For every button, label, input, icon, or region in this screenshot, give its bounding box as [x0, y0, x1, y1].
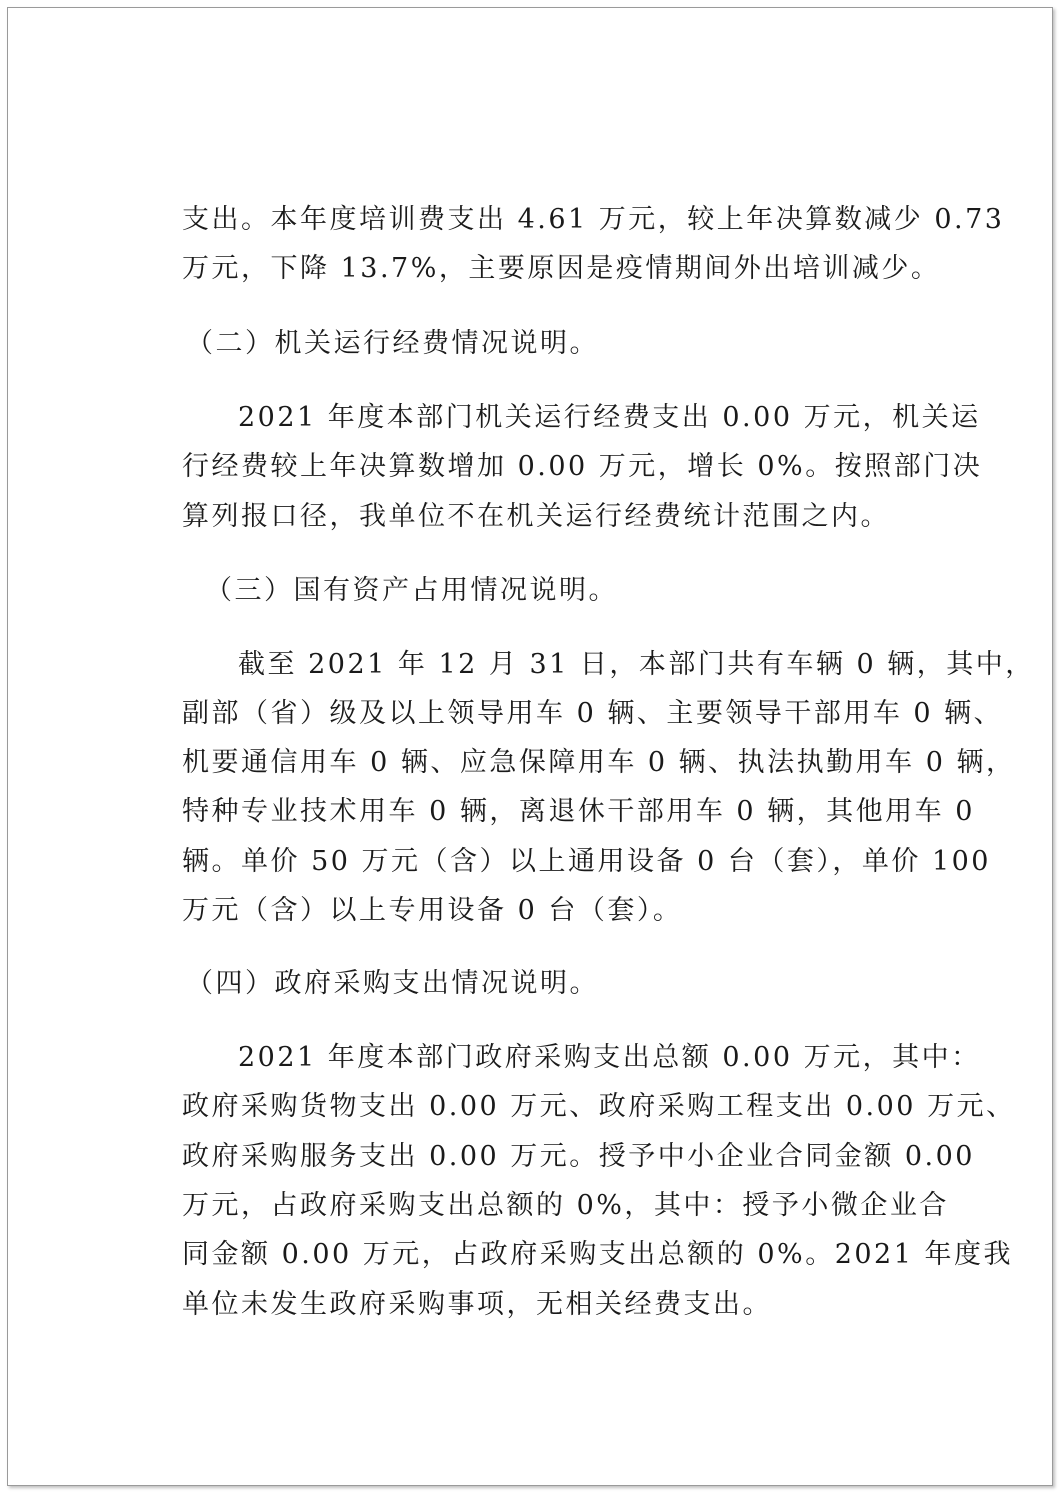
- paragraph-line: 2021 年度本部门政府采购支出总额 0.00 万元，其中：: [238, 1042, 981, 1073]
- paragraph-line: 行经费较上年决算数增加 0.00 万元，增长 0%。按照部门决: [182, 451, 983, 482]
- paragraph-line: 副部（省）级及以上领导用车 0 辆、主要领导干部用车 0 辆、: [182, 698, 1004, 729]
- paragraph-line: 单位未发生政府采购事项，无相关经费支出。: [182, 1289, 772, 1320]
- paragraph-line: 同金额 0.00 万元，占政府采购支出总额的 0%。2021 年度我: [182, 1239, 1013, 1270]
- paragraph-line: 政府采购货物支出 0.00 万元、政府采购工程支出 0.00 万元、: [182, 1091, 1016, 1122]
- paragraph-line: 特种专业技术用车 0 辆，离退休干部用车 0 辆，其他用车 0: [182, 796, 975, 827]
- paragraph-line: 万元，下降 13.7%，主要原因是疫情期间外出培训减少。: [182, 253, 941, 284]
- paragraph-line: 算列报口径，我单位不在机关运行经费统计范围之内。: [182, 501, 890, 532]
- section-heading: （二）机关运行经费情况说明。: [186, 328, 599, 359]
- paragraph-line: 2021 年度本部门机关运行经费支出 0.00 万元，机关运: [238, 402, 981, 433]
- section-heading: （三）国有资产占用情况说明。: [205, 575, 618, 606]
- paragraph-line: 万元（含）以上专用设备 0 台（套）。: [182, 895, 683, 926]
- paragraph-line: 政府采购服务支出 0.00 万元。授予中小企业合同金额 0.00: [182, 1141, 975, 1172]
- paragraph-line: 支出。本年度培训费支出 4.61 万元，较上年决算数减少 0.73: [182, 204, 1005, 235]
- paragraph-line: 辆。单价 50 万元（含）以上通用设备 0 台（套），单价 100: [182, 846, 991, 877]
- section-heading: （四）政府采购支出情况说明。: [186, 968, 599, 999]
- paragraph-line: 截至 2021 年 12 月 31 日，本部门共有车辆 0 辆，其中，: [238, 649, 1035, 680]
- paragraph-line: 机要通信用车 0 辆、应急保障用车 0 辆、执法执勤用车 0 辆，: [182, 747, 1016, 778]
- paragraph-line: 万元，占政府采购支出总额的 0%，其中：授予小微企业合: [182, 1190, 949, 1221]
